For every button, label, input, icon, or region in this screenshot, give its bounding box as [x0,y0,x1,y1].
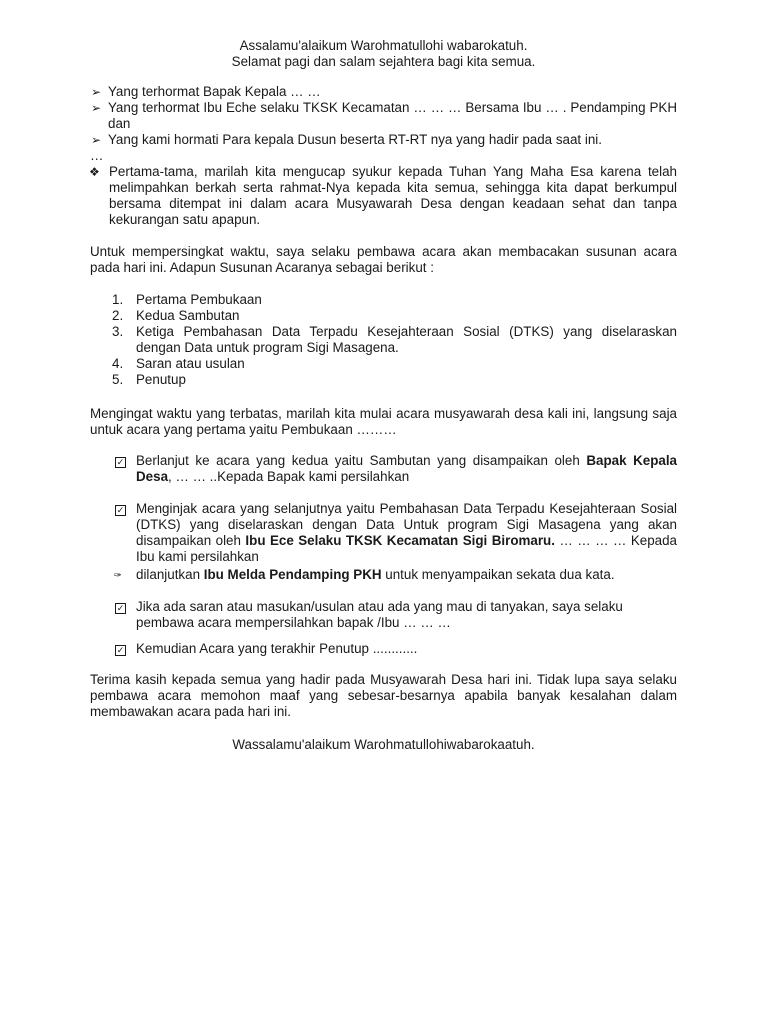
salutation-item: Yang terhormat Bapak Kepala … … [108,84,321,99]
agenda-item: Kedua Sambutan [136,308,240,323]
opening-paragraph: Pertama-tama, marilah kita mengucap syukur kepada Tuhan Yang Maha Esa karena telah melimpahkan berkah serta rahmat-Nya kepada kita semua, sehingga kita dapat berkumpul bersama ditempat ini dalam acara Musyawarah Desa dengan keadaan sehat dan tanpa kekurangan satu apapun. [109,164,677,227]
checkbox-icon: ✓ [116,505,125,515]
step-pendamping: dilanjutkan Ibu Melda Pendamping PKH untuk menyampaikan sekata dua kata. [136,567,615,582]
ellipsis-line: … [90,148,104,163]
salutation-item: Yang terhormat Ibu Eche selaku TKSK Kecamatan … … … Bersama Ibu … . Pendamping PKH dan [108,100,677,131]
step-penutup: Kemudian Acara yang terakhir Penutup ............ [136,641,418,656]
agenda-number: 4. [112,356,124,371]
begin-paragraph: Mengingat waktu yang terbatas, marilah kita mulai acara musyawarah desa kali ini, langsung saja untuk acara yang pertama yaitu Pembukaan ……… [90,406,677,437]
agenda-number: 5. [112,372,124,387]
step-saran: Jika ada saran atau masukan/usulan atau ada yang mau di tanyakan, saya selaku pembawa acara mempersilahkan bapak /Ibu … … … [136,599,623,630]
arrow-bullet-icon: ➢ [91,85,102,99]
agenda-number: 3. [112,324,124,339]
farewell-line: Wassalamu'alaikum Warohmatullohiwabarokaatuh. [232,737,535,752]
checkbox-icon: ✓ [116,603,125,613]
agenda-item: Penutup [136,372,186,387]
diamond-bullet-icon: ❖ [89,165,100,179]
agenda-number: 1. [112,292,124,307]
greeting-line-2: Selamat pagi dan salam sejahtera bagi kita semua. [231,54,536,69]
intro-paragraph: Untuk mempersingkat waktu, saya selaku pembawa acara akan membacakan susunan acara pada hari ini. Adapun Susunan Acaranya sebagai berikut : [90,244,677,275]
checkbox-icon: ✓ [116,457,125,467]
step-sambutan: Berlanjut ke acara yang kedua yaitu Sambutan yang disampaikan oleh Bapak Kepala Desa, … … ..Kepada Bapak kami persilahkan [136,453,677,484]
greeting-line-1: Assalamu'alaikum Warohmatullohi wabarokatuh. [239,38,528,53]
agenda-item: Ketiga Pembahasan Data Terpadu Kesejahteraan Sosial (DTKS) yang diselaraskan dengan Data untuk program Sigi Masagena. [136,324,677,355]
checkbox-icon: ✓ [116,645,125,655]
agenda-item: Saran atau usulan [136,356,245,371]
step-pembahasan: Menginjak acara yang selanjutnya yaitu Pembahasan Data Terpadu Kesejahteraan Sosial (DTKS) yang diselaraskan dengan Data Untuk program Sigi Masagena yang akan disampaikan oleh Ibu Ece Selaku TKSK Kecamatan Sigi Biromaru. … … … … Kepada Ibu kami persilahkan [136,501,677,564]
agenda-item: Pertama Pembukaan [136,292,262,307]
arrow-bullet-icon: ➢ [91,133,102,147]
arrow-bullet-icon: ➢ [91,101,102,115]
salutation-item: Yang kami hormati Para kepala Dusun beserta RT-RT nya yang hadir pada saat ini. [108,132,602,147]
pencil-icon: ✑ [114,570,122,580]
agenda-number: 2. [112,308,124,323]
closing-paragraph: Terima kasih kepada semua yang hadir pada Musyawarah Desa hari ini. Tidak lupa saya selaku pembawa acara memohon maaf yang sebesar-besarnya apabila banyak kesalahan dalam membawakan acara pada hari ini. [90,672,677,719]
